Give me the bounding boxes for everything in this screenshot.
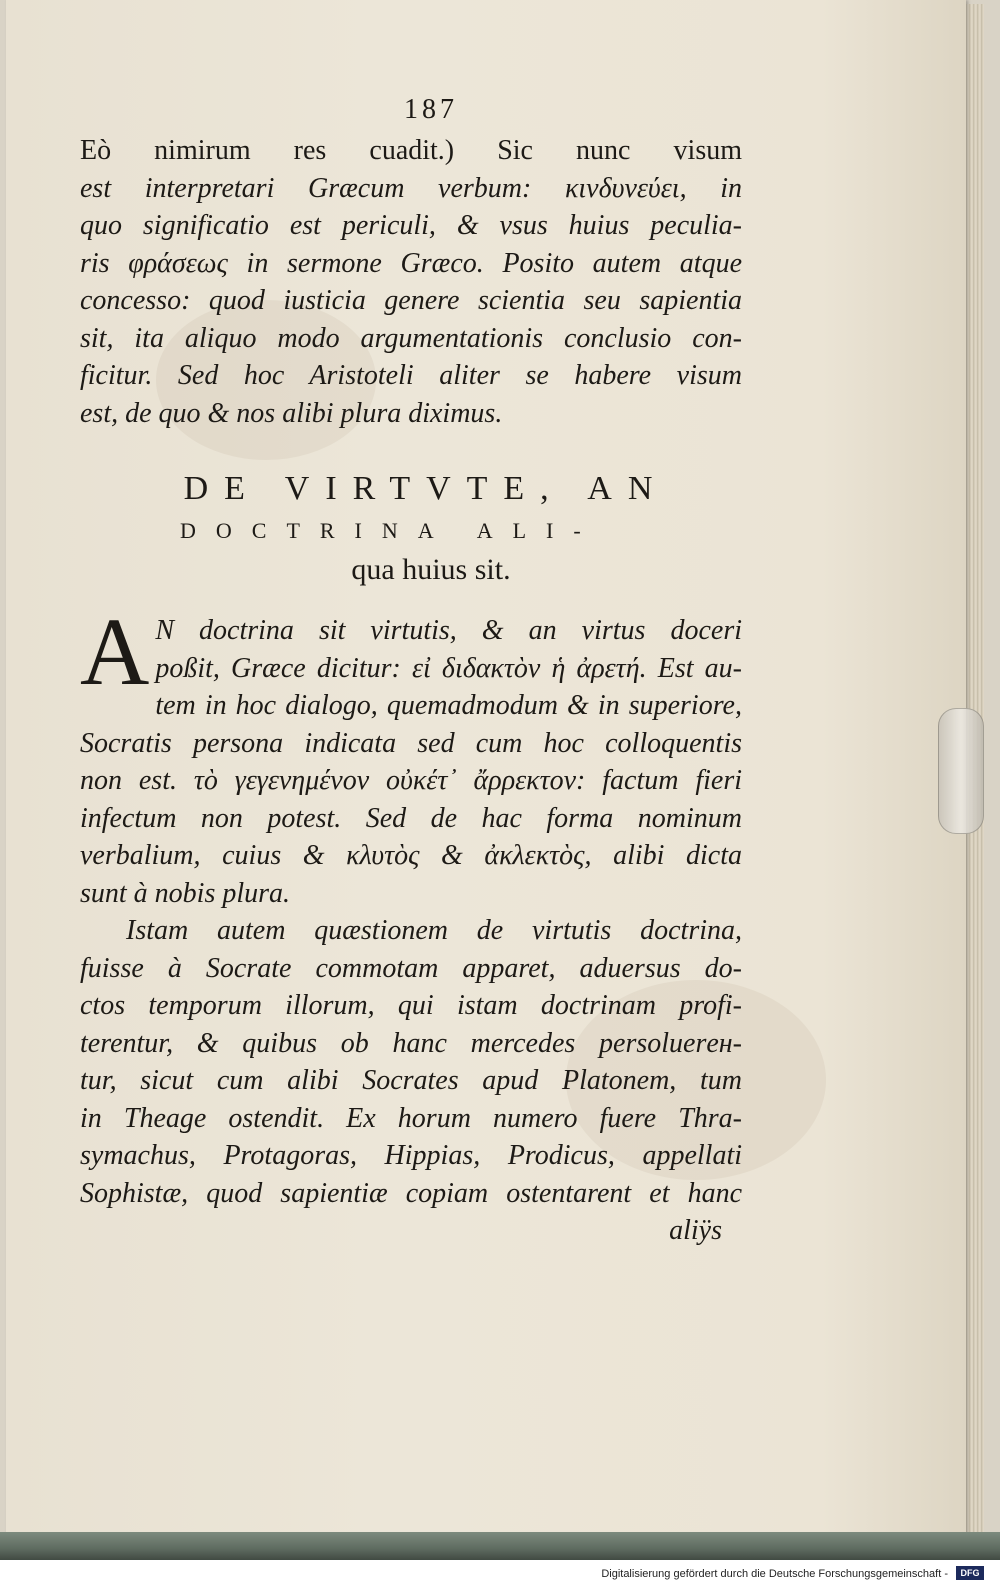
page-clip xyxy=(938,708,984,834)
text-line: Istam autem quæstionem de virtutis doctrina, xyxy=(126,915,742,946)
text-line: ctos temporum illorum, qui istam doctrinam profi- xyxy=(80,990,742,1021)
heading-line-3: qua huius sit. xyxy=(351,553,511,586)
heading-line-1: DE VIRTVTE, AN xyxy=(183,470,669,507)
text-line: sunt à nobis plura. xyxy=(80,877,291,909)
text-line: verbalium, cuius & κλυτὸς & ἀκλεκτὸς, alibi dicta xyxy=(80,840,742,871)
text-line: ficitur. Sed hoc Aristoteli aliter se habere visum xyxy=(80,360,742,391)
text-line: tur, sicut cum alibi Socrates apud Platonem, tum xyxy=(80,1065,742,1096)
book-cover-edge xyxy=(0,1532,1000,1560)
catchword: aliÿs xyxy=(669,1215,722,1246)
text-line: Sophistæ, quod sapientiæ copiam ostentarent et hanc xyxy=(80,1177,742,1209)
digitization-footer xyxy=(0,1560,1000,1588)
page-number: 187 xyxy=(404,94,458,125)
paragraph-3 xyxy=(80,912,742,1212)
text-line: concesso: quod iusticia genere scientia seu sapientia xyxy=(80,285,742,316)
text-line: ris φράσεως in sermone Græco. Posito autem atque xyxy=(80,247,742,279)
text-line: est interpretari Græcum verbum: κινδυνεύει, in xyxy=(80,172,742,204)
section-heading xyxy=(80,466,742,594)
text-line: tem in hoc dialogo, quemadmodum & in superiore, xyxy=(155,690,742,721)
paragraph-2 xyxy=(80,598,742,912)
text-line: Socratis persona indicata sed cum hoc colloquentis xyxy=(80,727,742,759)
text-line: non est. τὸ γεγενημένον οὐκέτ᾽ ἄρρεκτον: factum fieri xyxy=(80,765,742,796)
dfg-logo-icon: DFG xyxy=(956,1566,984,1580)
drop-cap: A xyxy=(80,598,150,705)
text-line: poßit, Græce dicitur: εἰ διδακτὸν ἡ ἀρετή. Est au- xyxy=(155,652,742,684)
text-line: symachus, Protagoras, Hippias, Prodicus, appellati xyxy=(80,1140,742,1171)
heading-line-2: DOCTRINA ALI- xyxy=(180,518,601,543)
text-line: infectum non potest. Sed de hac forma nominum xyxy=(80,802,742,834)
text-line: quo significatio est periculi, & vsus huius peculia- xyxy=(80,210,742,241)
text-line: sit, ita aliquo modo argumentationis conclusio con- xyxy=(80,322,742,354)
paragraph-1 xyxy=(80,132,742,432)
text-line: fuisse à Socrate commotam apparet, aduersus do- xyxy=(80,952,742,984)
text-line: est, de quo & nos alibi plura diximus. xyxy=(80,397,503,429)
text-line: Eò nimirum res cuadit.) Sic nunc visum xyxy=(80,135,742,166)
page-text xyxy=(80,88,742,1250)
footer-credit: Digitalisierung gefördert durch die Deutsche Forschungsgemeinschaft - xyxy=(601,1568,948,1580)
text-line: N doctrina sit virtutis, & an virtus doceri xyxy=(155,615,742,646)
text-line: in Theage ostendit. Ex horum numero fuere Thra- xyxy=(80,1102,742,1134)
text-line: terentur, & quibus ob hanc mercedes persoluerен- xyxy=(80,1027,742,1059)
